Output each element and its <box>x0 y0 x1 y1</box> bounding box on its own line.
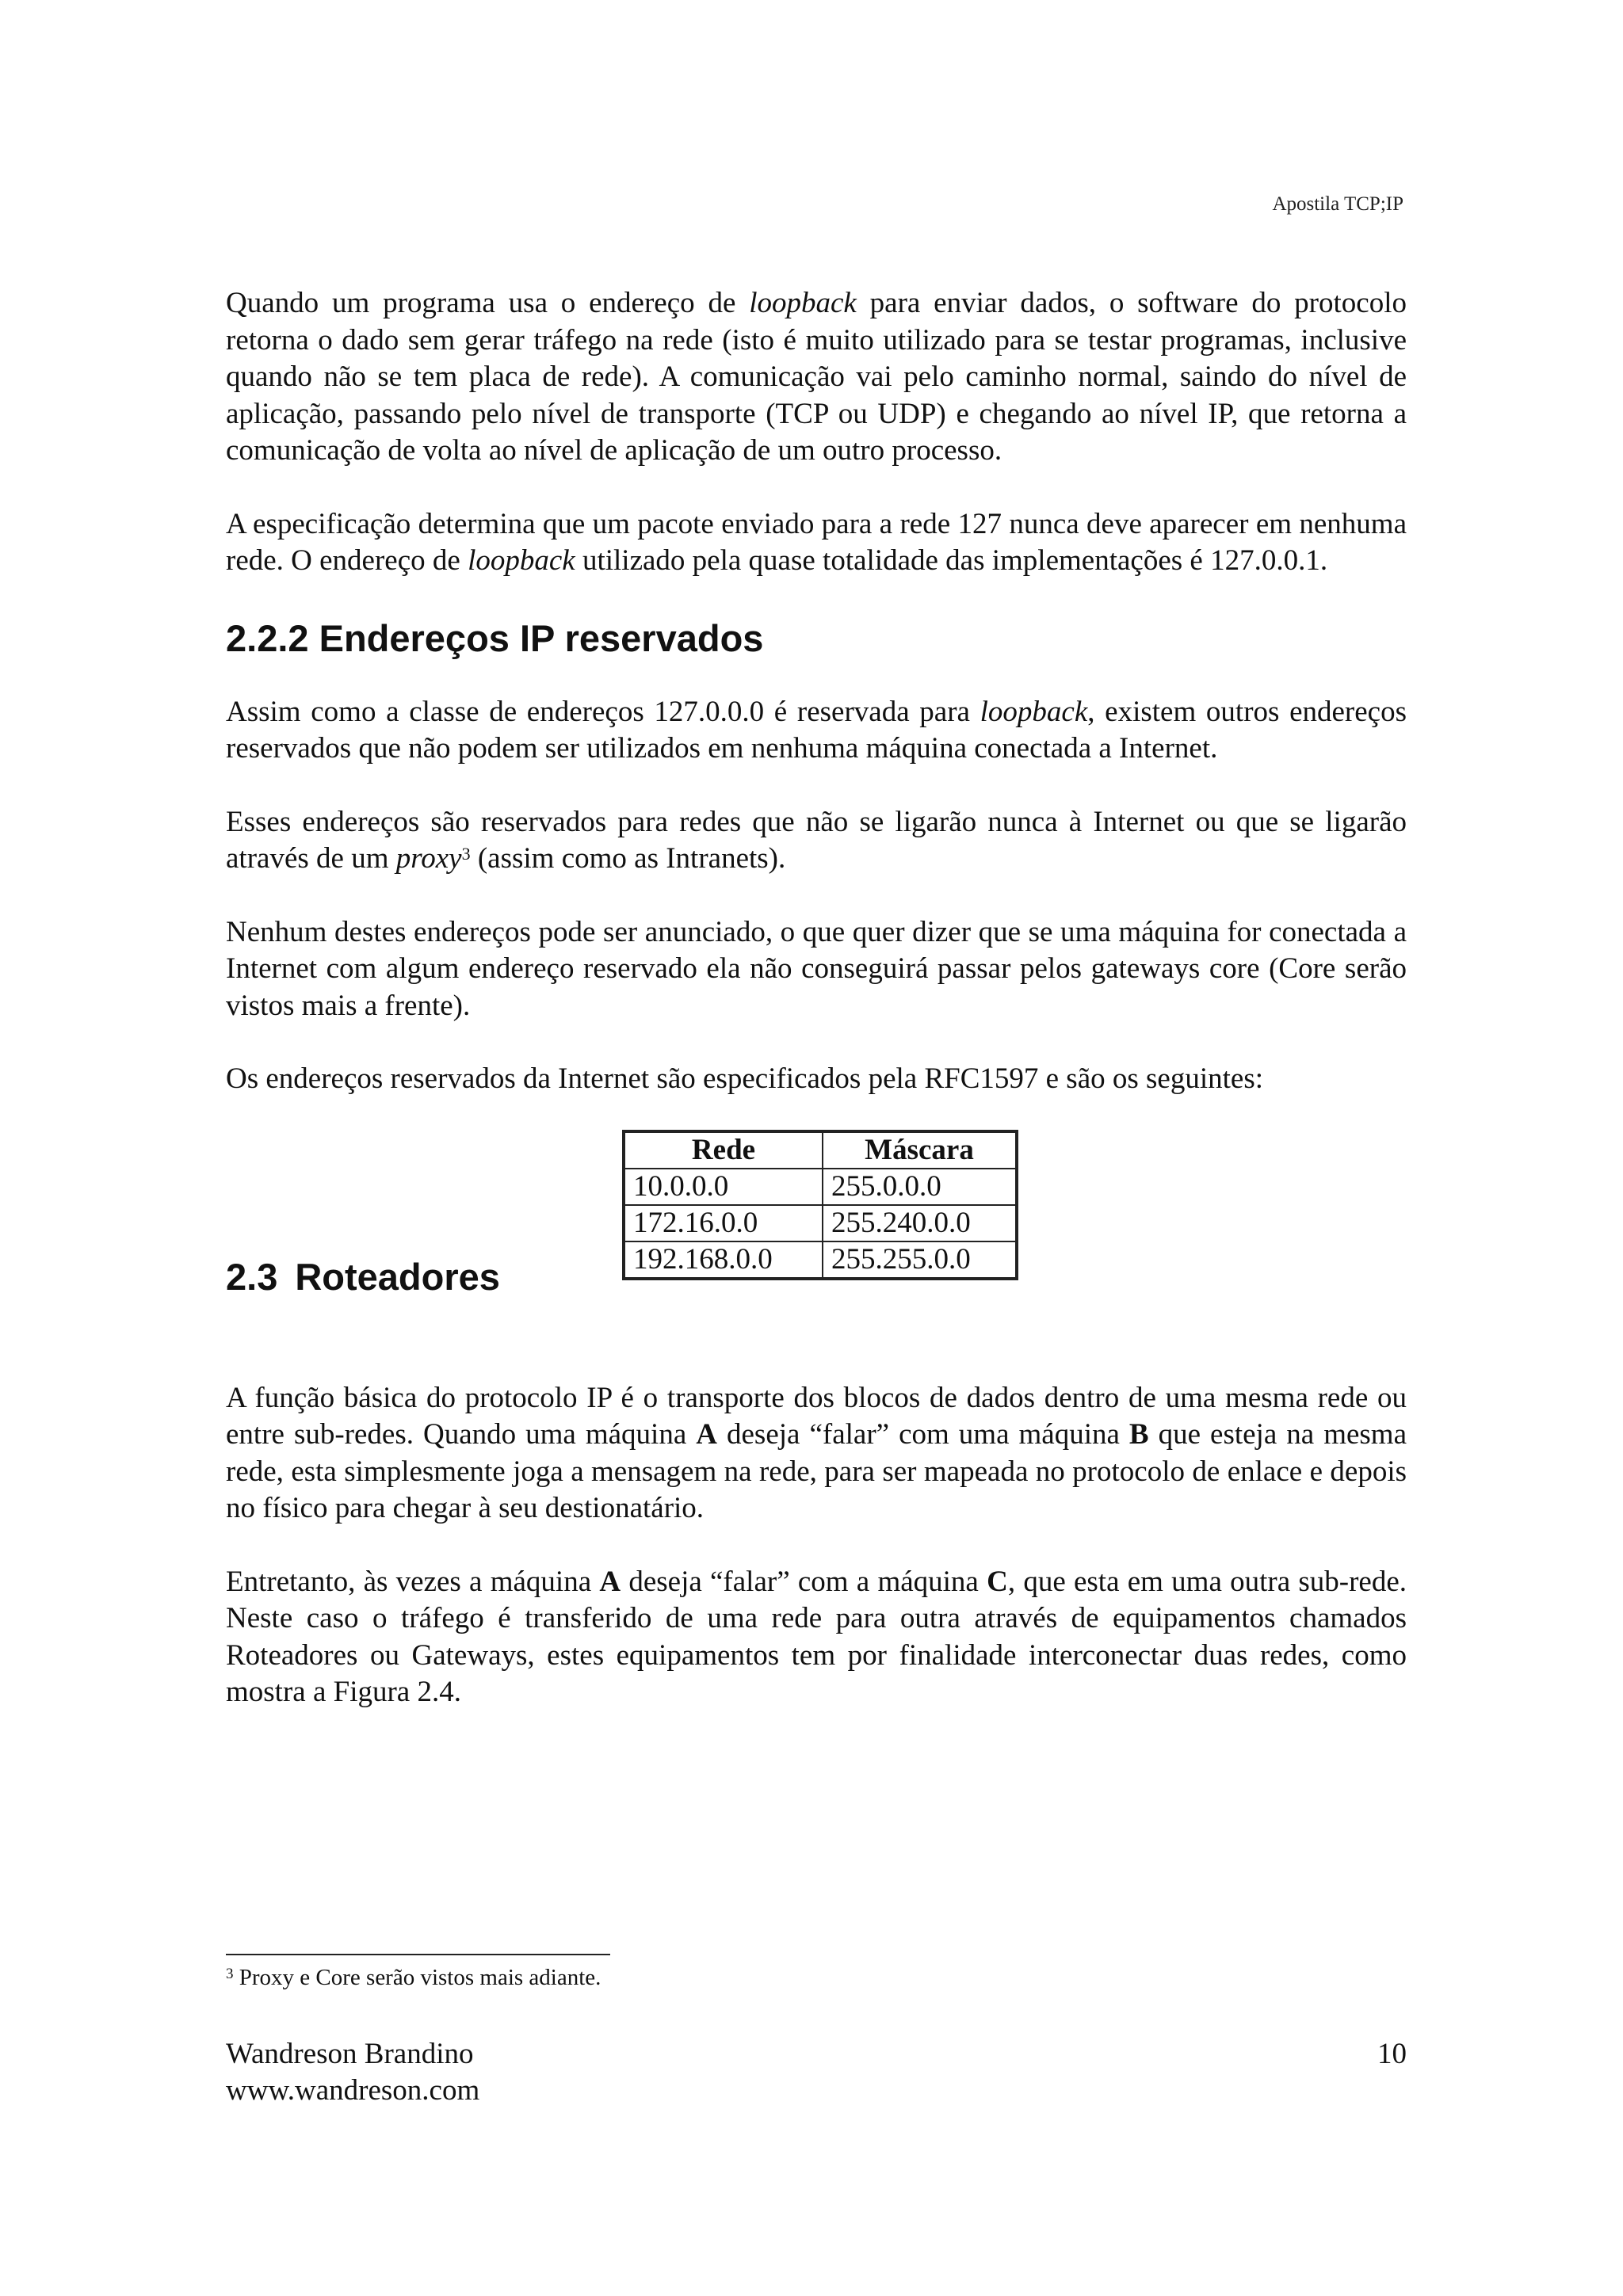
paragraph-reserved-proxy <box>226 804 1407 878</box>
bold-term: A <box>696 1418 717 1451</box>
table-row <box>624 1205 1017 1241</box>
bold-term: A <box>599 1565 621 1598</box>
table-cell-network: 10.0.0.0 <box>624 1169 823 1205</box>
text-run: que esteja na mesma rede, esta simplesmente joga a mensagem na rede, para ser mapeada no protocolo de enlace e depois no físico para chegar à seu destionatário. <box>226 1418 1407 1524</box>
paragraph-loopback-intro <box>226 285 1407 470</box>
paragraph-rfc1597: Os endereços reservados da Internet são especificados pela RFC1597 e são os seguintes: <box>226 1062 1264 1095</box>
text-run: deseja “falar” com uma máquina <box>717 1418 1129 1451</box>
column-header-mascara: Máscara <box>823 1131 1017 1169</box>
text-run: Entretanto, às vezes a máquina <box>226 1565 600 1598</box>
footer-website[interactable]: www.wandreson.com <box>226 2074 480 2107</box>
section-number: 2.3 <box>226 1255 278 1298</box>
text-run: , existem outros endereços reservados que não podem ser utilizados em nenhuma máquina conectada a Internet. <box>226 695 1407 765</box>
footer-author: Wandreson Brandino <box>226 2038 474 2070</box>
footnote-text: Proxy e Core serão vistos mais adiante. <box>233 1965 601 1990</box>
footnote-number: 3 <box>226 1966 234 1982</box>
footnote-marker[interactable]: 3 <box>461 844 471 864</box>
paragraph-ip-function <box>226 1380 1407 1527</box>
main-content <box>226 285 1407 1748</box>
paragraph-routers-gateways <box>226 1564 1407 1711</box>
section-title: Roteadores <box>295 1255 500 1298</box>
italic-term: loopback <box>468 544 575 577</box>
italic-term: proxy <box>395 842 462 875</box>
table-cell-mask: 255.0.0.0 <box>823 1169 1017 1205</box>
text-run: A função básica do protocolo IP é o transporte dos blocos de dados dentro de uma mesma rede ou entre sub-redes. Quando uma máquina <box>226 1381 1407 1451</box>
table-header-row <box>624 1131 1017 1169</box>
column-header-rede: Rede <box>624 1131 823 1169</box>
text-run: deseja “falar” com a máquina <box>621 1565 987 1598</box>
running-header: Apostila TCP;IP <box>1272 193 1403 215</box>
table-row <box>624 1169 1017 1205</box>
footnote-divider <box>226 1954 610 1955</box>
footnote <box>226 1963 601 1992</box>
text-run: para enviar dados, o software do protocolo retorna o dado sem gerar tráfego na rede (isto é muito utilizado para se testar programas, inclusive quando não se tem placa de rede). A comunicação vai pelo caminho normal, saindo do nível de aplicação, passando pelo nível de transporte (TCP ou UDP) e chegando ao nível IP, que retorna a comunicação de volta ao nível de aplicação de um outro processo. <box>226 287 1407 467</box>
italic-term: loopback <box>980 695 1088 728</box>
italic-term: loopback <box>749 287 857 319</box>
table-cell-mask: 255.240.0.0 <box>823 1205 1017 1241</box>
table-cell-network: 192.168.0.0 <box>624 1241 823 1279</box>
section-heading-reserved-ips: 2.2.2 Endereços IP reservados <box>226 616 764 659</box>
section-heading-routers <box>226 1255 500 1299</box>
bold-term: C <box>987 1565 1008 1598</box>
paragraph-reserved-intro <box>226 694 1407 768</box>
paragraph-loopback-spec <box>226 506 1407 580</box>
page-number: 10 <box>1377 2038 1407 2070</box>
text-run: , que esta em uma outra sub-rede. Neste caso o tráfego é transferido de uma rede para outra através de equipamentos chamados Roteadores ou Gateways, estes equipamentos tem por finalidade interconectar duas redes, como mostra a Figura 2.4. <box>226 1565 1407 1708</box>
reserved-addresses-table <box>622 1130 1018 1280</box>
text-run: A especificação determina que um pacote enviado para a rede 127 nunca deve aparecer em nenhuma rede. O endereço de <box>226 507 1407 577</box>
text-run: Esses endereços são reservados para redes que não se ligarão nunca à Internet ou que se ligarão através de um <box>226 805 1407 875</box>
table-cell-mask: 255.255.0.0 <box>823 1241 1017 1279</box>
text-run: (assim como as Intranets). <box>470 842 786 875</box>
text-run: utilizado pela quase totalidade das implementações é 127.0.0.1. <box>575 544 1328 577</box>
bold-term: B <box>1128 1418 1149 1451</box>
table-cell-network: 172.16.0.0 <box>624 1205 823 1241</box>
table-wrapper <box>226 1135 1407 1309</box>
footer-author-block <box>226 2036 479 2109</box>
text-run: Assim como a classe de endereços 127.0.0.0 é reservada para <box>226 695 980 728</box>
paragraph-reserved-gateways: Nenhum destes endereços pode ser anunciado, o que quer dizer que se uma máquina for conectada a Internet com algum endereço reservado ela não conseguirá passar pelos gateways core (Core serão vistos mais a frente). <box>226 915 1407 1022</box>
table-row <box>624 1241 1017 1279</box>
text-run: Quando um programa usa o endereço de <box>226 287 750 319</box>
